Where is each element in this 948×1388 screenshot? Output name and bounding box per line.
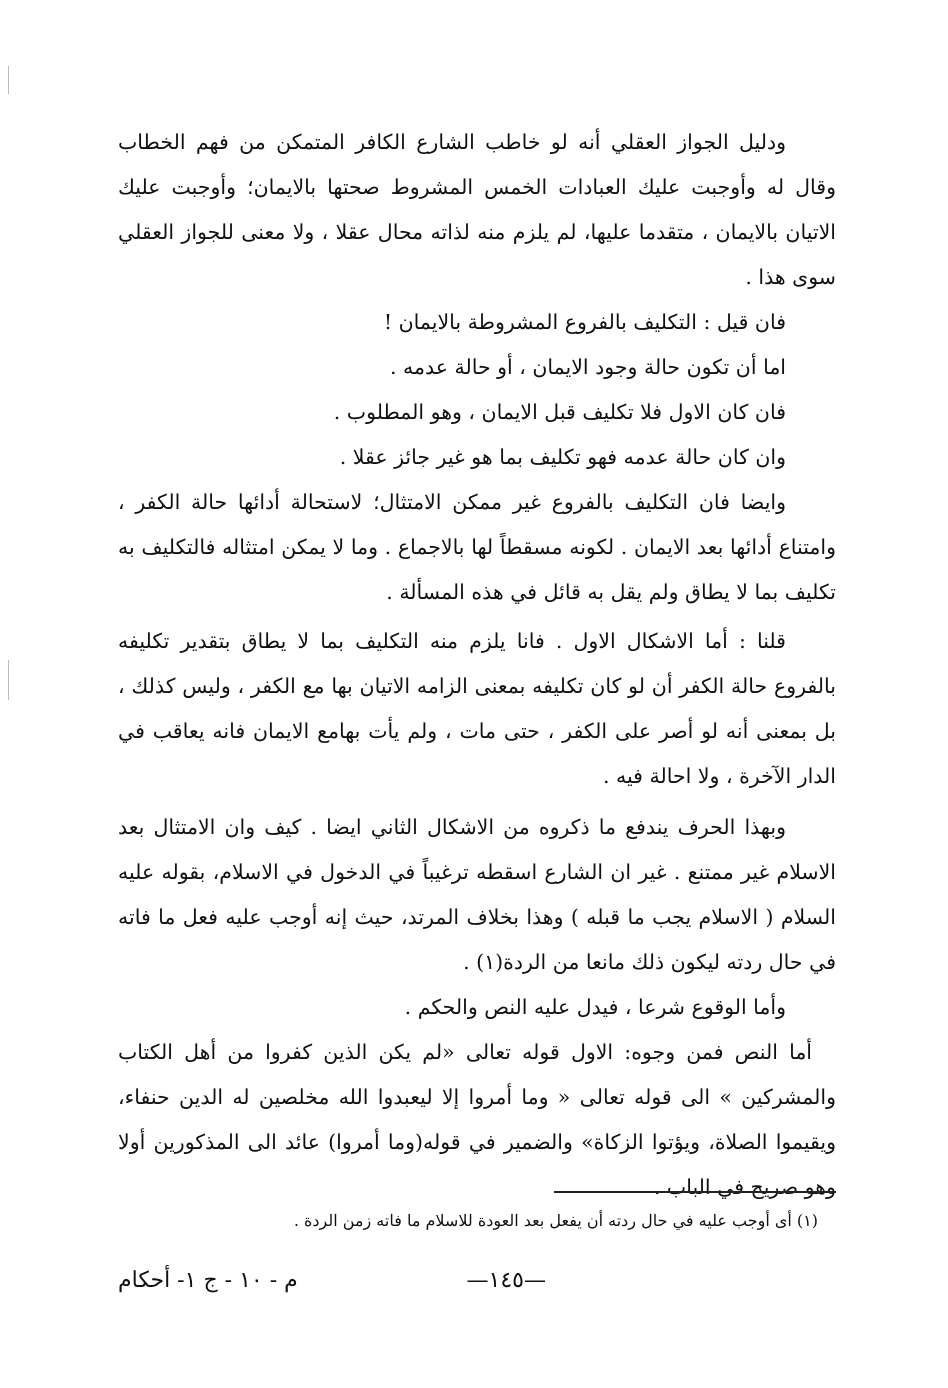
- paragraph-objection: فان قيل : التكليف بالفروع المشروطة بالايمان !: [383, 310, 786, 334]
- paragraph-reply-first: قلنا : أما الاشكال الاول . فانا يلزم منه التكليف بما لا يطاق بتقدير تكليفه بالفروع حالة الكفر أن لو كان تكليفه بمعنى الزامه الاتيان بها مع الكفر ، وليس كذلك ، بل بمعنى أنه لو أصر على الكفر ، حتى مات ، ولم يأت بهامع الايمان فانه يعاقب في الدار الآخرة ، ولا احالة فيه .: [118, 629, 836, 788]
- page-footer: [118, 1268, 836, 1308]
- paragraph-first-case: فان كان الاول فلا تكليف قبل الايمان ، وهو المطلوب .: [333, 400, 786, 424]
- paragraph-reply-second: وبهذا الحرف يندفع ما ذكروه من الاشكال الثاني ايضا . كيف وان الامتثال بعد الاسلام غير ممتنع . غير ان الشارع اسقطه ترغيباً في الدخول في الاسلام، بقوله عليه السلام ( الاسلام يجب ما قبله ) وهذا بخلاف المرتد، حيث إنه أوجب عليه فعل ما فاته في حال ردته ليكون ذلك مانعا من الردة(١) .: [118, 815, 836, 974]
- footnote-divider: [554, 1191, 836, 1193]
- paragraph-objection-case: اما أن تكون حالة وجود الايمان ، أو حالة عدمه .: [389, 355, 786, 379]
- page-body: [118, 120, 836, 1210]
- scan-edge-mark-bottom: [8, 660, 9, 700]
- page-number: —١٤٥—: [466, 1268, 546, 1293]
- paragraph-compliance-objection: وايضا فان التكليف بالفروع غير ممكن الامتثال؛ لاستحالة أدائها حالة الكفر ، وامتناع أدائها بعد الايمان . لكونه مسقطاً لها بالاجماع . وما لا يمكن امتثاله فالتكليف به تكليف بما لا يطاق ولم يقل به قائل في هذه المسألة .: [118, 490, 836, 604]
- paragraph-second-case: وان كان حالة عدمه فهو تكليف بما هو غير جائز عقلا .: [339, 445, 786, 469]
- paragraph-rational-possibility: ودليل الجواز العقلي أنه لو خاطب الشارع الكافر المتمكن من فهم الخطاب وقال له وأوجبت عليك العبادات الخمس المشروط صحتها بالايمان؛ وأوجبت عليك الاتيان بالايمان ، متقدما عليها، لم يلزم منه لذاته محال عقلا ، ولا معنى للجواز العقلي سوى هذا .: [118, 130, 836, 289]
- printer-signature: م - ١٠ - ج ١- أحكام: [118, 1268, 298, 1293]
- paragraph-text-evidence: أما النص فمن وجوه: الاول قوله تعالى «لم يكن الذين كفروا من أهل الكتاب والمشركين » الى قوله تعالى « وما أمروا إلا ليعبدوا الله مخلصين له الدين حنفاء، ويقيموا الصلاة، ويؤتوا الزكاة» والضمير في قوله(وما أمروا) عائد الى المذكورين أولا وهو صريح في الباب .: [118, 1040, 836, 1199]
- paragraph-legal-occurrence: وأما الوقوع شرعا ، فيدل عليه النص والحكم .: [404, 995, 786, 1019]
- footnote: (١) أى أوجب عليه في حال ردته أن يفعل بعد العودة للاسلام ما فاته زمن الردة .: [293, 1211, 818, 1230]
- scan-edge-mark-top: [8, 66, 9, 94]
